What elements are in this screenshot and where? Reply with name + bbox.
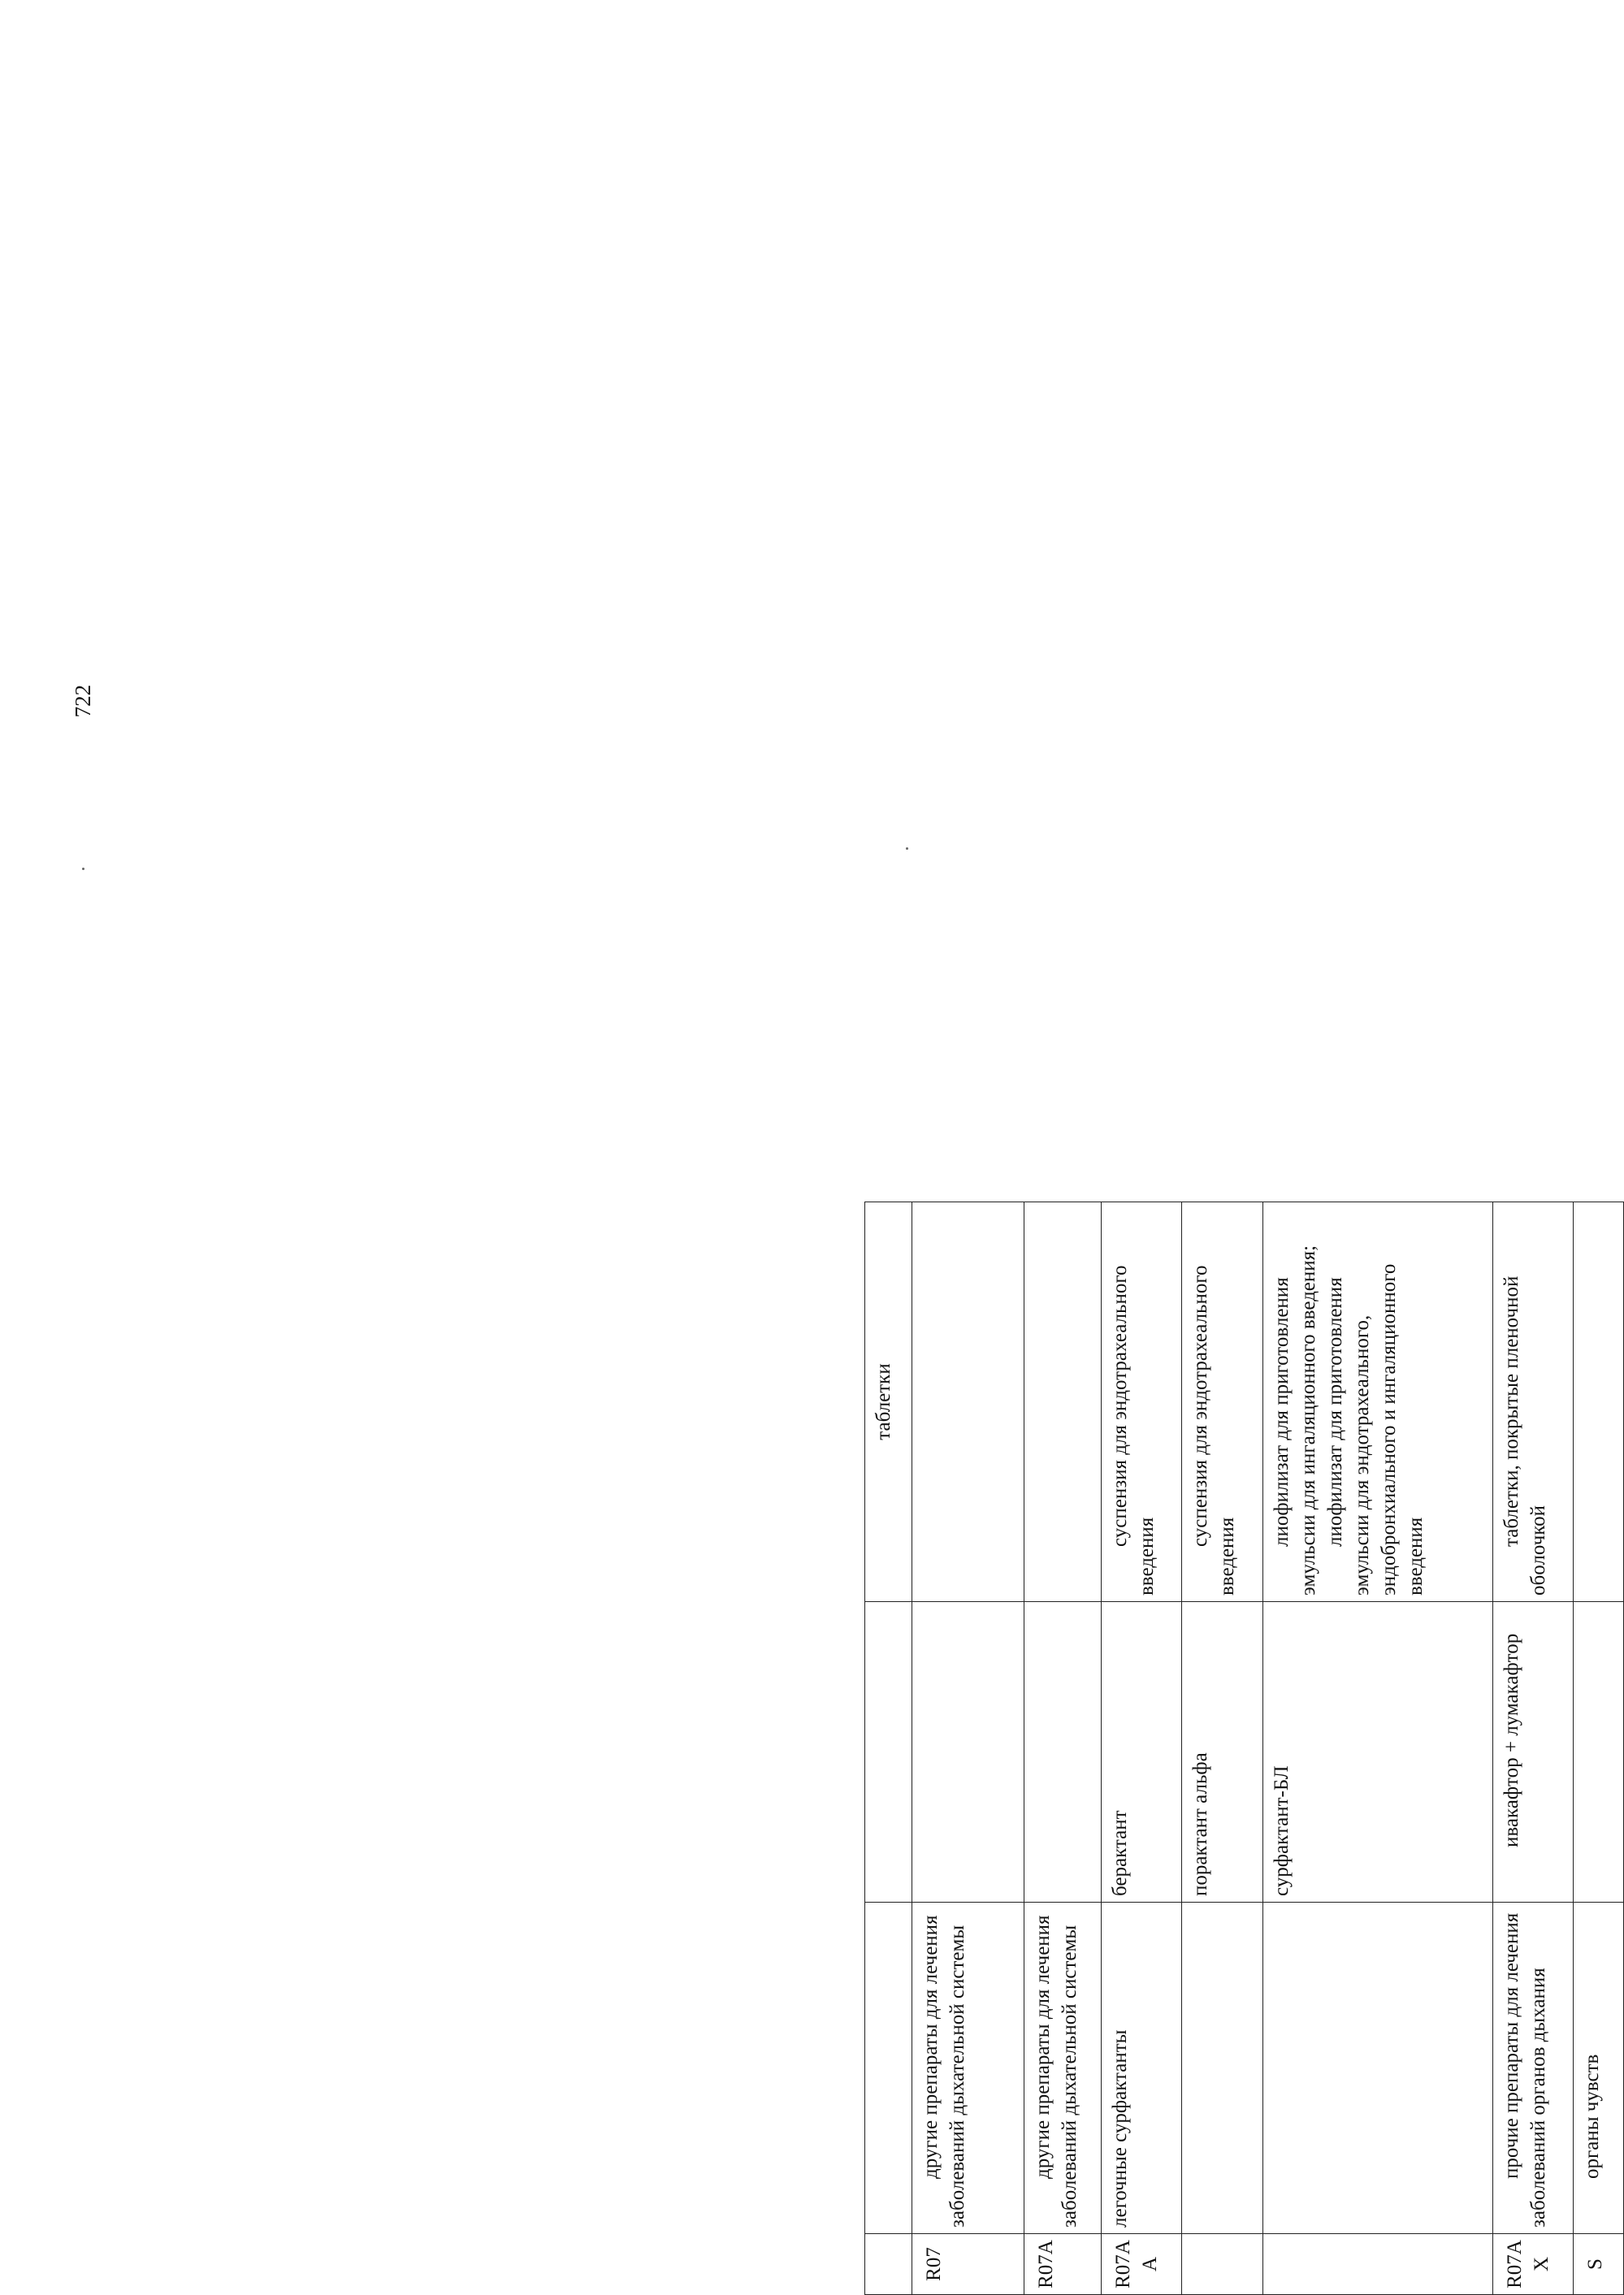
group-name-cell <box>865 1903 912 2234</box>
table-row <box>1492 1202 1573 2295</box>
dosage-form-cell <box>912 1202 1024 1602</box>
dosage-form-cell <box>1262 1202 1492 1602</box>
group-name-cell: прочие препараты для лечения заболеваний органов дыхания <box>1492 1903 1573 2234</box>
atc-code-cell: R07A A <box>1102 2234 1182 2295</box>
inn-cell: ивакафтор + лумакафтор <box>1492 1602 1573 1903</box>
inn-cell <box>1574 1602 1624 1903</box>
inn-cell <box>865 1602 912 1903</box>
atc-code-cell: R07A <box>1024 2234 1102 2295</box>
scan-speck <box>82 868 84 870</box>
rotated-table-container <box>864 1202 1624 2295</box>
dosage-form-cell <box>1024 1202 1102 1602</box>
group-name-cell: другие препараты для лечения заболеваний дыхательной системы <box>912 1903 1024 2234</box>
dosage-form-line: лиофилизат для приготовления эмульсии для эндотрахеального, эндобронхиального и ингаляционного введения <box>1323 1263 1427 1596</box>
group-name-cell: легочные сурфактанты <box>1102 1903 1182 2234</box>
atc-code-cell: R07 <box>912 2234 1024 2295</box>
group-name-cell <box>1182 1903 1262 2234</box>
dosage-form-cell: суспензия для эндотрахеального введения <box>1182 1202 1262 1602</box>
table-row <box>1102 1202 1182 2295</box>
table-row <box>1262 1202 1492 2295</box>
scan-speck <box>906 847 908 850</box>
table-row <box>1182 1202 1262 2295</box>
atc-code-cell <box>865 2234 912 2295</box>
group-name-cell: другие препараты для лечения заболеваний дыхательной системы <box>1024 1903 1102 2234</box>
page-number: 722 <box>71 684 95 718</box>
dosage-form-line: лиофилизат для приготовления эмульсии для ингаляционного введения; <box>1270 1245 1319 1596</box>
atc-code-cell <box>1262 2234 1492 2295</box>
dosage-form-cell <box>1574 1202 1624 1602</box>
table-row <box>1024 1202 1102 2295</box>
table-row <box>865 1202 912 2295</box>
drug-classification-table <box>864 1202 1624 2295</box>
group-name-cell <box>1262 1903 1492 2234</box>
dosage-form-cell: таблетки <box>865 1202 912 1602</box>
inn-cell <box>912 1602 1024 1903</box>
atc-code-cell: S <box>1574 2234 1624 2295</box>
dosage-form-cell: таблетки, покрытые пленочной оболочкой <box>1492 1202 1573 1602</box>
inn-cell: порактант альфа <box>1182 1602 1262 1903</box>
table-row <box>1574 1202 1624 2295</box>
atc-code-cell <box>1182 2234 1262 2295</box>
group-name-cell: органы чувств <box>1574 1903 1624 2234</box>
dosage-form-cell: суспензия для эндотрахеального введения <box>1102 1202 1182 1602</box>
inn-cell: берактант <box>1102 1602 1182 1903</box>
inn-cell: сурфактант-БЛ <box>1262 1602 1492 1903</box>
inn-cell <box>1024 1602 1102 1903</box>
table-row <box>912 1202 1024 2295</box>
atc-code-cell: R07A X <box>1492 2234 1573 2295</box>
